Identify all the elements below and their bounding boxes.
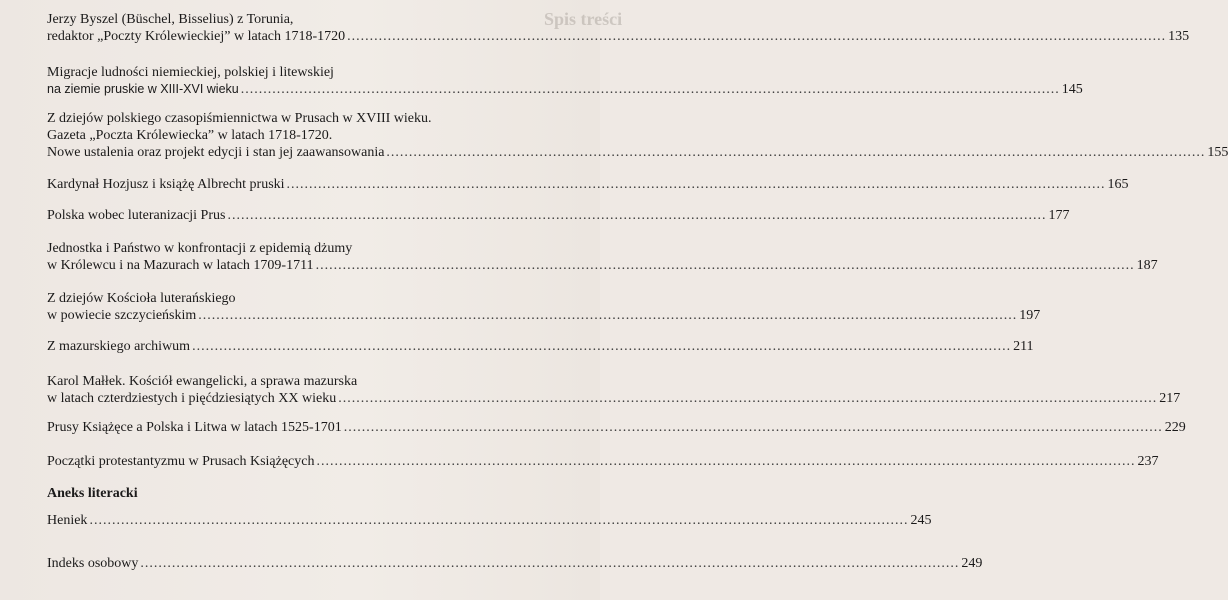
bleed-heading: Spis treści xyxy=(544,9,623,29)
toc-entry xyxy=(47,290,1041,324)
toc-line xyxy=(47,290,562,307)
leader-dots xyxy=(316,453,1135,470)
toc-entry xyxy=(47,110,1228,161)
toc-page-number: 187 xyxy=(1136,258,1158,273)
leader-dots xyxy=(386,144,1205,161)
toc-line xyxy=(47,207,1070,224)
toc-entry-title: Heniek xyxy=(47,513,88,528)
leader-dots xyxy=(140,555,959,572)
toc-page-number: 217 xyxy=(1159,391,1181,406)
leader-dots xyxy=(241,81,1060,98)
toc-page-number: 177 xyxy=(1048,208,1070,223)
toc-entry xyxy=(47,64,1083,98)
toc-entry-title: Karol Małłek. Kościół ewangelicki, a sprawa mazurska xyxy=(47,374,358,389)
leader-dots xyxy=(198,307,1017,324)
toc-line xyxy=(47,338,1034,355)
toc-line xyxy=(47,307,1041,324)
toc-line xyxy=(47,28,1190,45)
toc-entry-title: Migracje ludności niemieckiej, polskiej i litewskiej xyxy=(47,65,334,80)
toc-page-number: 135 xyxy=(1168,29,1190,44)
toc-page-number: 249 xyxy=(961,556,983,571)
leader-dots xyxy=(89,512,908,529)
toc-page-number: 197 xyxy=(1019,308,1041,323)
leader-dots xyxy=(347,28,1166,45)
toc-line xyxy=(47,144,1228,161)
toc-entry-title: Gazeta „Poczta Królewiecka” w latach 1718-1720. xyxy=(47,128,333,143)
leader-dots xyxy=(192,338,1011,355)
toc-line xyxy=(47,512,932,529)
toc-entry-title: Indeks osobowy xyxy=(47,556,139,571)
toc-line xyxy=(47,127,562,144)
toc-line xyxy=(47,373,562,390)
toc-entry-title: Jednostka i Państwo w konfrontacji z epidemią dżumy xyxy=(47,241,353,256)
leader-dots xyxy=(338,390,1157,407)
toc-entry-title: w powiecie szczycieńskim xyxy=(47,308,197,323)
leader-dots xyxy=(287,176,1106,193)
toc-page-number: 155 xyxy=(1207,145,1228,160)
toc-entry xyxy=(47,207,1070,224)
toc-page-number: 245 xyxy=(910,513,932,528)
toc-line xyxy=(47,257,1158,274)
toc-entry xyxy=(47,419,1186,436)
toc-line xyxy=(47,555,983,572)
toc-page-number: 165 xyxy=(1107,177,1129,192)
toc-entry-title: w Królewcu i na Mazurach w latach 1709-1711 xyxy=(47,258,314,273)
toc-entry xyxy=(47,338,1034,355)
toc-entry-title: Nowe ustalenia oraz projekt edycji i stan jej zaawansowania xyxy=(47,145,385,160)
toc-entry xyxy=(47,555,983,572)
toc-entry-title: Z dziejów polskiego czasopiśmiennictwa w Prusach w XVIII wieku. xyxy=(47,111,432,126)
toc-entry-title: na ziemie pruskie w XIII-XVI wieku xyxy=(47,82,239,96)
toc-entry-title: redaktor „Poczty Królewieckiej” w latach 1718-1720 xyxy=(47,29,346,44)
toc-page-number: 229 xyxy=(1164,420,1186,435)
toc-entry-title: Początki protestantyzmu w Prusach Książęcych xyxy=(47,454,315,469)
toc-entry xyxy=(47,240,1158,274)
toc-entry-title: Z dziejów Kościoła luterańskiego xyxy=(47,291,236,306)
toc-line xyxy=(47,419,1186,436)
toc-entry xyxy=(47,176,1129,193)
toc-line xyxy=(47,240,562,257)
leader-dots xyxy=(227,207,1046,224)
toc-entry-title: Jerzy Byszel (Büschel, Bisselius) z Torunia, xyxy=(47,12,294,27)
toc-line xyxy=(47,390,1181,407)
toc-entry-title: Prusy Książęce a Polska i Litwa w latach 1525-1701 xyxy=(47,420,342,435)
toc-line xyxy=(47,176,1129,193)
toc-line xyxy=(47,81,1083,98)
toc-page-number: 237 xyxy=(1137,454,1159,469)
toc-page-number: 211 xyxy=(1013,339,1034,354)
toc-line xyxy=(47,453,1159,470)
toc-line xyxy=(47,11,562,28)
leader-dots xyxy=(344,419,1163,436)
toc-entry xyxy=(47,512,932,529)
toc-line xyxy=(47,110,562,127)
toc-entry-title: Polska wobec luteranizacji Prus xyxy=(47,208,226,223)
toc-entry xyxy=(47,453,1159,470)
toc-entry-title: w latach czterdziestych i pięćdziesiątych XX wieku xyxy=(47,391,337,406)
toc-entry-title: Z mazurskiego archiwum xyxy=(47,339,191,354)
toc-page-number: 145 xyxy=(1061,82,1083,97)
toc-entry-title: Kardynał Hozjusz i książę Albrecht pruski xyxy=(47,177,285,192)
toc-entry xyxy=(47,373,1181,407)
leader-dots xyxy=(316,257,1135,274)
toc-line xyxy=(47,64,562,81)
section-heading: Aneks literacki xyxy=(47,486,138,501)
